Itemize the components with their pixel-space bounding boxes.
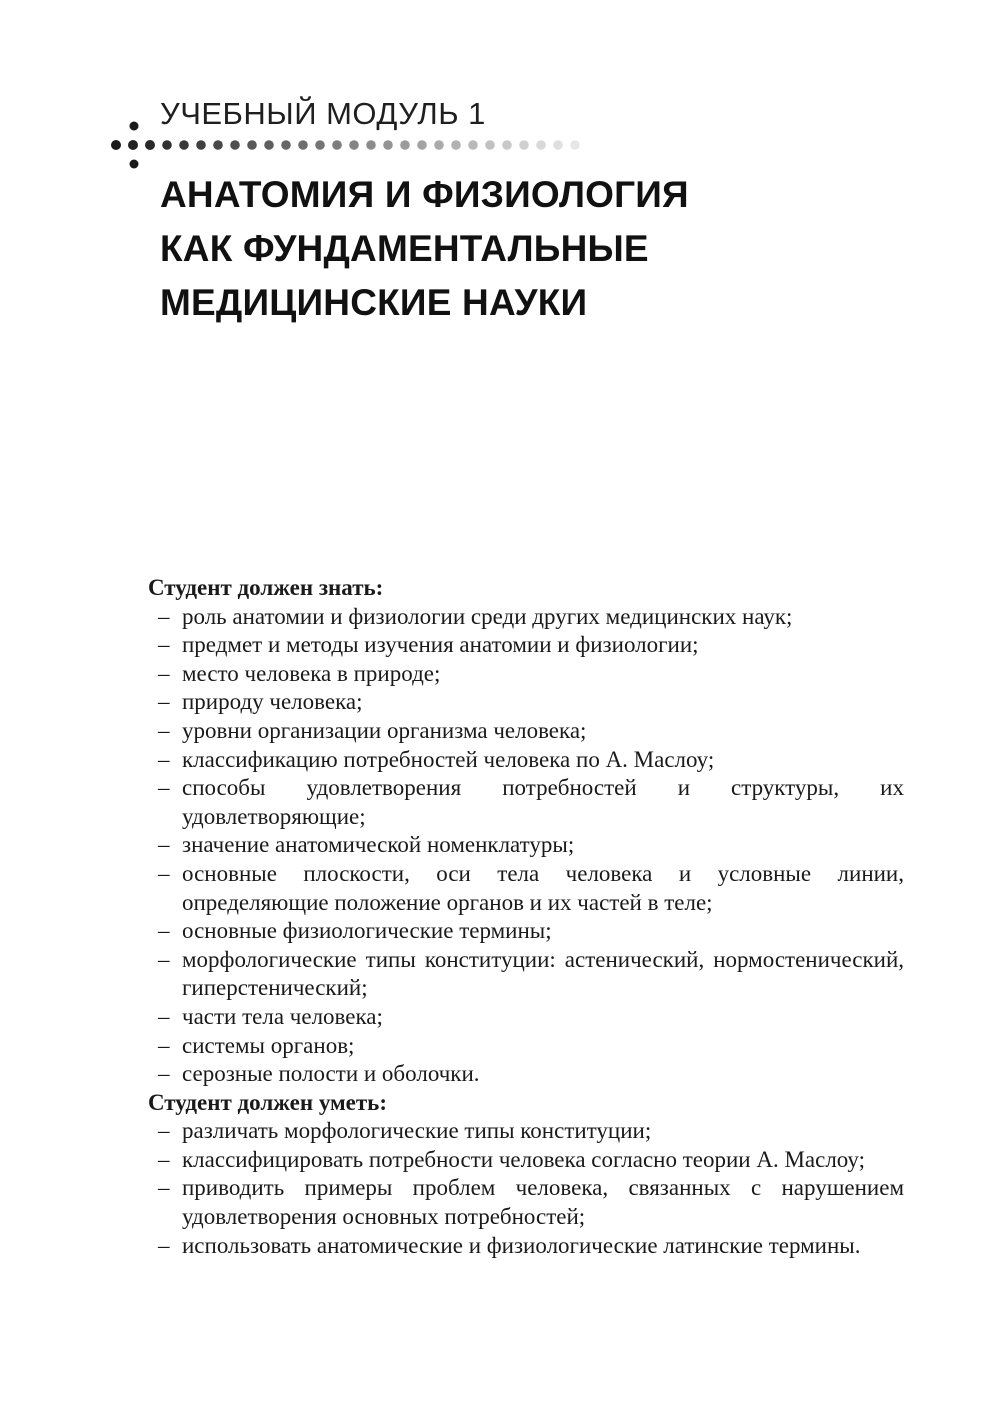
list-item: – серозные полости и оболочки. — [148, 1060, 904, 1089]
learning-objectives — [148, 574, 904, 1260]
list-item: – основные плоскости, оси тела человека и условные линии, определяющие положение органов и их частей в теле; — [158, 860, 904, 915]
decorative-dot — [179, 140, 189, 150]
list-item: – классифицировать потребности человека согласно теории А. Маслоу; — [148, 1146, 904, 1175]
list-item: – основные физиологические термины; — [148, 917, 904, 946]
list-item: – роль анатомии и физиологии среди других медицинских наук; — [148, 603, 904, 632]
decorative-dot — [434, 140, 444, 150]
decorative-dot — [281, 140, 291, 150]
list-item: – использовать анатомические и физиологические латинские термины. — [148, 1232, 904, 1261]
able-list — [148, 1117, 904, 1260]
know-list — [148, 603, 904, 1089]
decorative-dot — [468, 140, 478, 150]
decorative-dot — [400, 140, 410, 150]
decorative-dot — [553, 140, 563, 150]
module-label: УЧЕБНЫЙ МОДУЛЬ 1 — [160, 96, 486, 131]
decorative-dot — [451, 140, 461, 150]
dash-marker: – — [158, 1032, 170, 1058]
decorative-dot — [130, 160, 139, 169]
list-item: – классификацию потребностей человека по А. Маслоу; — [148, 746, 904, 775]
list-item: – способы удовлетворения потребностей и структуры, их удовлетворяющие; — [158, 775, 904, 829]
dash-marker: – — [158, 832, 170, 858]
decorative-dot — [130, 122, 139, 131]
decorative-dot — [213, 140, 223, 150]
decorative-dot — [196, 140, 206, 150]
decorative-dot — [162, 140, 172, 150]
decorative-dot — [383, 140, 393, 150]
list-item: – уровни организации организма человека; — [148, 717, 904, 746]
decorative-dot — [366, 140, 376, 150]
decorative-dot — [485, 140, 495, 150]
decorative-dot — [264, 140, 274, 150]
list-item: – морфологические типы конституции: астенический, нормостенический, гиперстенический; — [158, 946, 904, 1001]
decorative-dot — [417, 140, 427, 150]
dash-marker: – — [158, 775, 170, 801]
dash-marker: – — [158, 1003, 170, 1029]
decorative-dot — [570, 140, 580, 150]
list-item: – части тела человека; — [148, 1003, 904, 1032]
chapter-title-line: АНАТОМИЯ И ФИЗИОЛОГИЯ — [160, 174, 689, 215]
decorative-dot — [502, 140, 512, 150]
dash-marker: – — [158, 717, 170, 743]
dash-marker: – — [158, 689, 170, 715]
know-heading: Студент должен знать: — [148, 575, 384, 600]
decorative-dot — [128, 140, 138, 150]
decorative-dot — [332, 140, 342, 150]
dash-marker: – — [158, 860, 170, 886]
list-item: – место человека в природе; — [148, 660, 904, 689]
dash-marker: – — [158, 1175, 170, 1201]
decorative-dot — [298, 140, 308, 150]
dash-marker: – — [158, 1146, 170, 1172]
able-heading: Студент должен уметь: — [148, 1089, 388, 1115]
dash-marker: – — [158, 603, 170, 629]
dash-marker: – — [158, 946, 170, 972]
dash-marker: – — [158, 918, 170, 944]
decorative-dot — [145, 140, 155, 150]
chapter-title — [160, 168, 689, 330]
dash-marker: – — [158, 660, 170, 686]
list-item: – предмет и методы изучения анатомии и физиологии; — [148, 631, 904, 660]
chapter-title-line: КАК ФУНДАМЕНТАЛЬНЫЕ — [160, 228, 649, 269]
dash-marker: – — [158, 1061, 170, 1087]
dash-marker: – — [158, 632, 170, 658]
decorative-dot — [111, 140, 121, 150]
dash-marker: – — [158, 1232, 170, 1258]
decorative-dot — [247, 140, 257, 150]
dash-marker: – — [158, 746, 170, 772]
decorative-dot — [315, 140, 325, 150]
list-item: – системы органов; — [148, 1032, 904, 1061]
decorative-dot — [536, 140, 546, 150]
list-item: – природу человека; — [148, 688, 904, 717]
list-item: – различать морфологические типы конституции; — [148, 1117, 904, 1146]
chapter-title-line: МЕДИЦИНСКИЕ НАУКИ — [160, 282, 588, 323]
dash-marker: – — [158, 1118, 170, 1144]
decorative-dot — [349, 140, 359, 150]
decorative-dot — [230, 140, 240, 150]
list-item: – приводить примеры проблем человека, связанных с нарушением удовлетворения основных потребностей; — [158, 1175, 904, 1230]
decorative-dot — [519, 140, 529, 150]
list-item: – значение анатомической номенклатуры; — [148, 831, 904, 860]
